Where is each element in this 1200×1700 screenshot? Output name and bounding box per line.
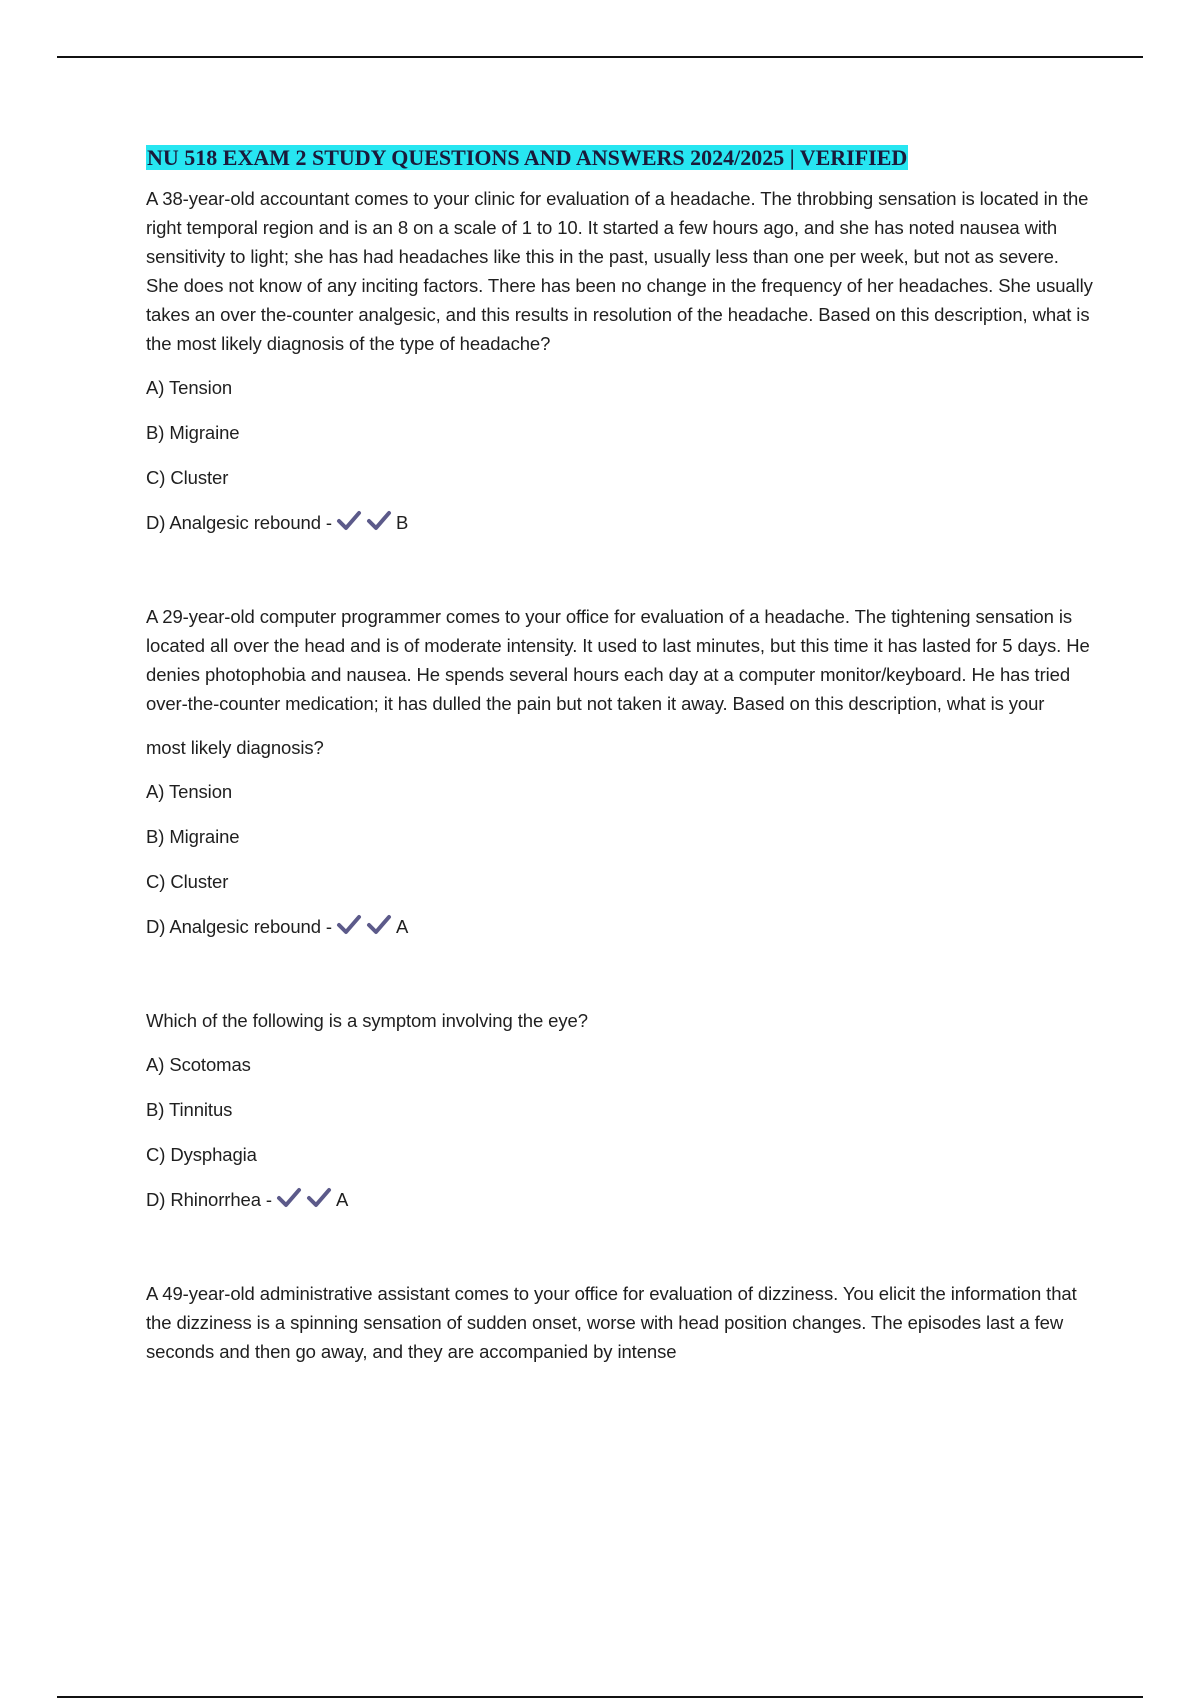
answer-checkmarks	[336, 510, 396, 540]
question-3-option-c: C) Dysphagia	[146, 1144, 257, 1165]
question-2-text: A 29-year-old computer programmer comes to your office for evaluation of a headache. The tightening sensation is located all over the head and is of moderate intensity. It used to last minutes, but this time it has lasted for 5 days. He denies photophobia and nausea. He spends several hours each day at a computer monitor/keyboard. He has tried over-the-counter medication; it has dulled the pain but not taken it away. Based on this description, what is your	[146, 606, 1090, 714]
question-1-option-d: D) Analgesic rebound - B	[146, 508, 1096, 540]
check-icon	[336, 510, 362, 532]
check-icon	[366, 510, 392, 532]
question-2-option-d: D) Analgesic rebound - A	[146, 912, 1096, 944]
check-icon	[276, 1187, 302, 1209]
question-4-text: A 49-year-old administrative assistant comes to your office for evaluation of dizziness. You elicit the information that the dizziness is a spinning sensation of sudden onset, worse with head position changes. The episodes last a few seconds and then go away, and they are accompanied by intense	[146, 1283, 1077, 1362]
check-icon	[336, 914, 362, 936]
question-3-answer: A	[336, 1189, 349, 1210]
question-1-option-b: B) Migraine	[146, 422, 240, 443]
question-3-option-b: B) Tinnitus	[146, 1099, 233, 1120]
check-icon	[306, 1187, 332, 1209]
document-page	[146, 144, 1096, 1381]
question-3-option-d: D) Rhinorrhea - A	[146, 1185, 1096, 1217]
question-2-option-c: C) Cluster	[146, 871, 229, 892]
question-1-answer: B	[396, 512, 409, 533]
question-1-option-c: C) Cluster	[146, 467, 229, 488]
question-1-text: A 38-year-old accountant comes to your clinic for evaluation of a headache. The throbbing sensation is located in the right temporal region and is an 8 on a scale of 1 to 10. It started a few hours ago, and she has noted nausea with sensitivity to light; she has had headaches like this in the past, usually less than one per week, but not as severe. She does not know of any inciting factors. There has been no change in the frequency of her headaches. She usually takes an over the-counter analgesic, and this results in resolution of the headache. Based on this description, what is the most likely diagnosis of the type of headache?	[146, 188, 1093, 354]
footer-rule	[57, 1696, 1143, 1698]
question-2-text-continued: most likely diagnosis?	[146, 737, 324, 758]
question-2-option-b: B) Migraine	[146, 826, 240, 847]
question-1-option-a: A) Tension	[146, 377, 233, 398]
document-title: NU 518 EXAM 2 STUDY QUESTIONS AND ANSWERS 2024/2025 | VERIFIED	[147, 145, 908, 170]
header-rule	[57, 56, 1143, 58]
answer-checkmarks	[276, 1187, 336, 1217]
question-2-answer: A	[396, 916, 409, 937]
check-icon	[366, 914, 392, 936]
question-3-option-a: A) Scotomas	[146, 1054, 251, 1075]
question-2-option-a: A) Tension	[146, 781, 233, 802]
answer-checkmarks	[336, 914, 396, 944]
question-3-text: Which of the following is a symptom involving the eye?	[146, 1010, 588, 1031]
